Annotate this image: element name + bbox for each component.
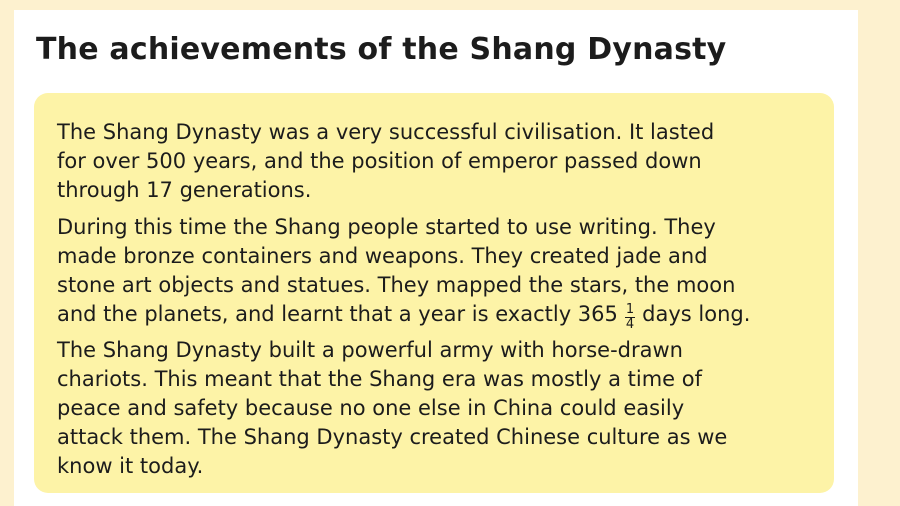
fraction-denominator: 4 (625, 317, 635, 332)
text-line: During this time the Shang people started to use writing. They (57, 215, 716, 239)
text-panel (34, 93, 834, 493)
paragraph-2 (57, 213, 750, 332)
text-line: made bronze containers and weapons. They created jade and (57, 244, 708, 268)
text-line: chariots. This meant that the Shang era was mostly a time of (57, 367, 702, 391)
text-line: stone art objects and statues. They mapped the stars, the moon (57, 273, 736, 297)
text-line-with-fraction (57, 300, 750, 332)
text-line: attack them. The Shang Dynasty created Chinese culture as we (57, 425, 728, 449)
text-segment: and the planets, and learnt that a year is exactly 365 (57, 302, 618, 326)
paragraph-3 (57, 336, 727, 481)
page-title: The achievements of the Shang Dynasty (36, 32, 727, 67)
text-line: through 17 generations. (57, 178, 312, 202)
text-line: for over 500 years, and the position of emperor passed down (57, 149, 702, 173)
text-segment: days long. (642, 302, 751, 326)
text-line: peace and safety because no one else in China could easily (57, 396, 685, 420)
page (14, 10, 858, 506)
text-line: The Shang Dynasty built a powerful army with horse-drawn (57, 338, 683, 362)
text-line: The Shang Dynasty was a very successful civilisation. It lasted (57, 120, 715, 144)
text-line: know it today. (57, 454, 204, 478)
paragraph-1 (57, 118, 714, 205)
fraction-one-quarter (625, 303, 635, 332)
fraction-numerator: 1 (625, 302, 635, 317)
